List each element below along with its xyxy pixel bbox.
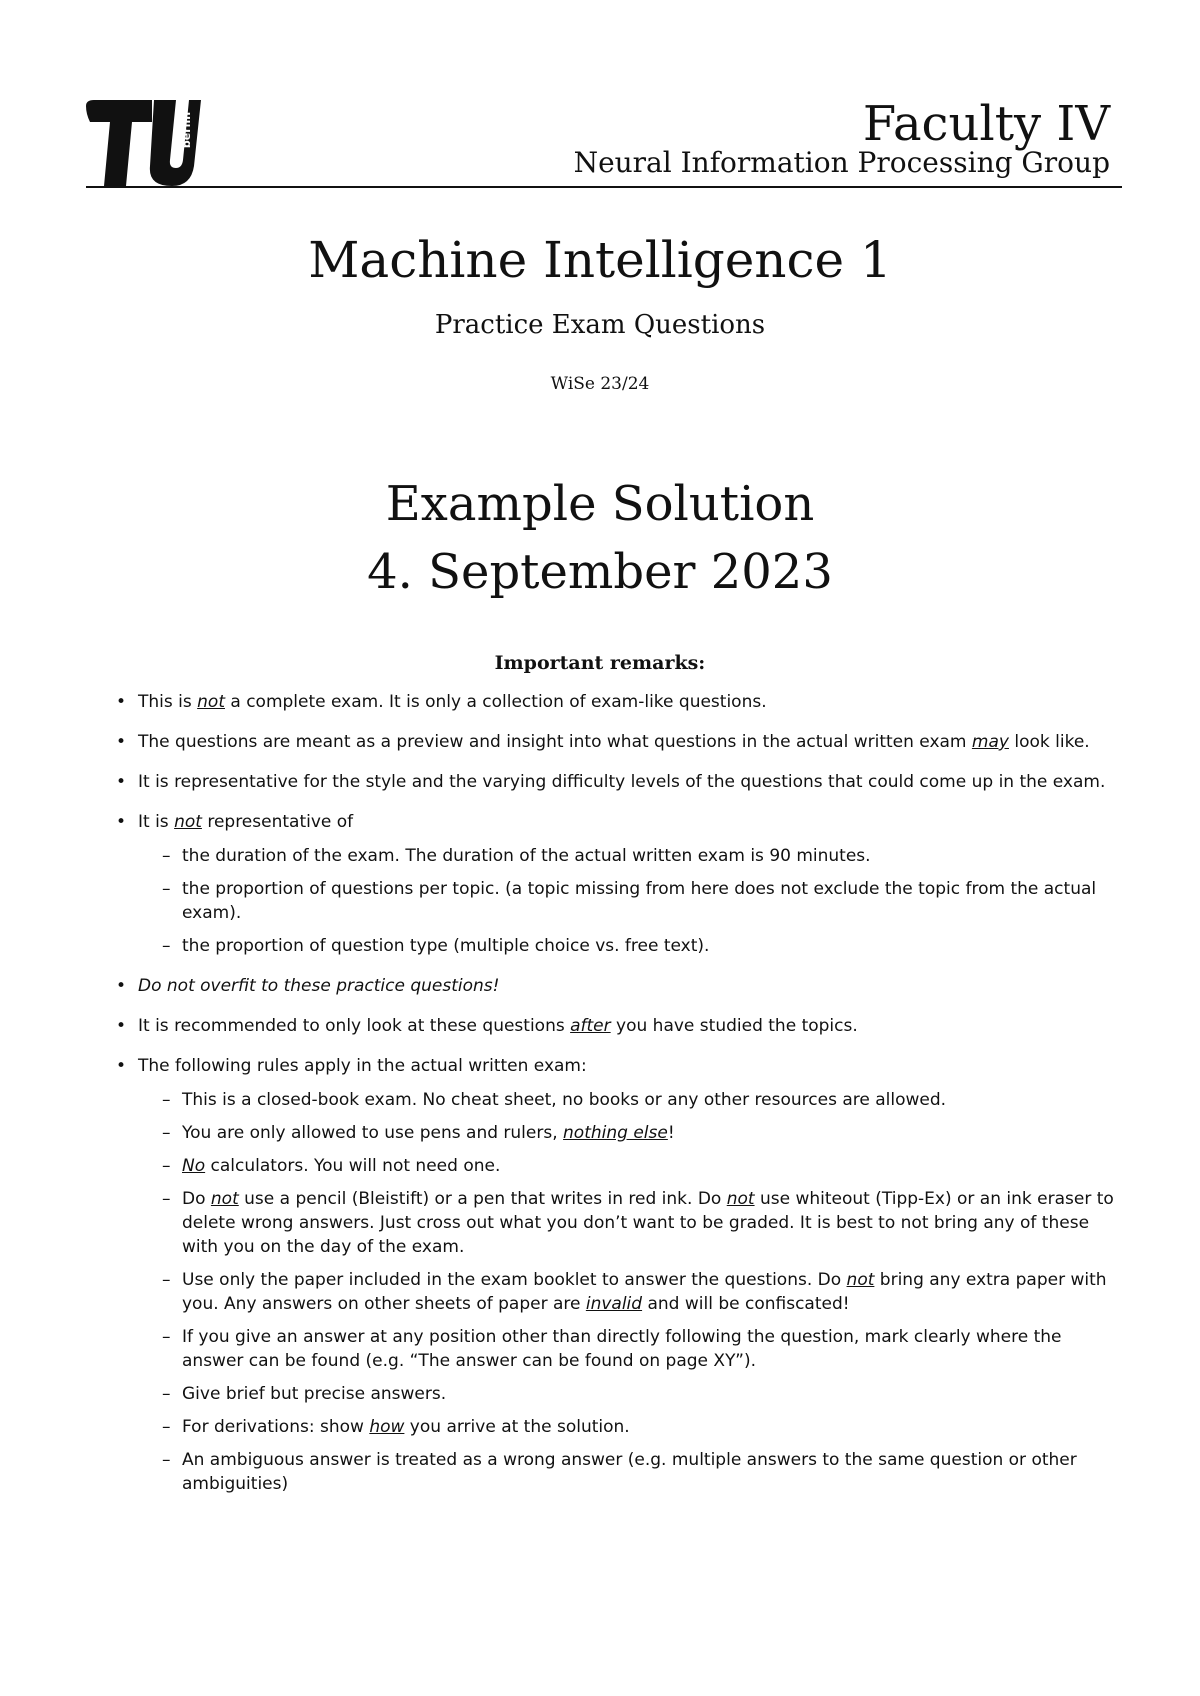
rule-item: – If you give an answer at any position other than directly following the question, mark clearly where the answer can be found (e.g. “The answer can be found on page XY”). <box>138 1325 1124 1373</box>
tu-berlin-logo <box>86 100 201 186</box>
emphasis: not <box>210 1189 239 1209</box>
sub-item: – the proportion of question type (multiple choice vs. free text). <box>138 934 1124 958</box>
rule-item: – Use only the paper included in the exam booklet to answer the questions. Do not bring any extra paper with you. Any answers on other sheets of paper are invalid and will be confiscated! <box>138 1268 1124 1316</box>
remark-item: • It is representative for the style and the varying difficulty levels of the questions that could come up in the exam. <box>114 770 1124 794</box>
remark-item: • This is not a complete exam. It is only a collection of exam-like questions. <box>114 690 1124 714</box>
emphasis: invalid <box>585 1294 643 1314</box>
document-date: 4. September 2023 <box>367 544 833 600</box>
group-name: Neural Information Processing Group <box>573 146 1110 179</box>
rule-item: – Give brief but precise answers. <box>138 1382 1124 1406</box>
remarks-heading: Important remarks: <box>494 652 706 674</box>
remark-item: • The questions are meant as a preview and insight into what questions in the actual written exam may look like. <box>114 730 1124 754</box>
remark-item: • Do not overfit to these practice questions! <box>114 974 1124 998</box>
semester: WiSe 23/24 <box>550 374 650 394</box>
sub-list <box>138 844 1124 958</box>
emphasis: not <box>174 812 202 832</box>
emphasis: how <box>369 1417 405 1437</box>
emphasis: nothing else <box>563 1123 668 1143</box>
rule-item: – Do not use a pencil (Bleistift) or a pen that writes in red ink. Do not use whiteout (Tipp-Ex) or an ink eraser to delete wrong answers. Just cross out what you don’t want to be graded. It is best to not bring any of these with you on the day of the exam. <box>138 1187 1124 1259</box>
rule-item: – No calculators. You will not need one. <box>138 1154 1124 1178</box>
rules-list <box>138 1088 1124 1496</box>
course-title: Machine Intelligence 1 <box>308 231 892 289</box>
emphasis: not <box>726 1189 755 1209</box>
document-subtitle: Practice Exam Questions <box>434 310 766 340</box>
remark-item: • It is not representative of – the duration of the exam. The duration of the actual written exam is 90 minutes. – the proportion of questions per topic. (a topic missing from here does not exclude the topic from the actual exam). – the proportion of question type (multiple choice vs. free text). <box>114 810 1124 958</box>
emphasis: after <box>570 1016 611 1036</box>
rule-item: – This is a closed-book exam. No cheat sheet, no books or any other resources are allowed. <box>138 1088 1124 1112</box>
solution-heading: Example Solution <box>385 476 815 532</box>
sub-item: – the proportion of questions per topic. (a topic missing from here does not exclude the topic from the actual exam). <box>138 877 1124 925</box>
emphasis: No <box>182 1156 206 1176</box>
remark-item: • It is recommended to only look at these questions after you have studied the topics. <box>114 1014 1124 1038</box>
svg-text:berlin: berlin <box>180 111 193 149</box>
rule-item: – For derivations: show how you arrive at the solution. <box>138 1415 1124 1439</box>
sub-item: – the duration of the exam. The duration of the actual written exam is 90 minutes. <box>138 844 1124 868</box>
emphasis: not <box>197 692 225 712</box>
faculty-name: Faculty IV <box>862 96 1110 152</box>
remarks-list <box>114 690 1124 1512</box>
emphasis: may <box>971 732 1009 752</box>
rule-item: – You are only allowed to use pens and rulers, nothing else! <box>138 1121 1124 1145</box>
emphasis: not <box>846 1270 875 1290</box>
remark-item: • The following rules apply in the actual written exam: – This is a closed-book exam. No cheat sheet, no books or any other resources are allowed. – You are only allowed to use pens and rulers, nothing else! – No calculators. You will not need one. – Do not use a pencil (Bleistift) or a pen that writes in red ink. Do not use whiteout (Tipp-Ex) or an ink eraser to delete wrong answers. Just cross out what you don’t want to be graded. It is best to not bring any of these with you on the day of the exam. – Use only the paper included in the exam booklet to answer the questions. Do not bring any extra paper with you. Any answers on other sheets of paper are invalid and will be confiscated! – If you give an answer at any position other than directly following the question, mark clearly where the answer can be found (e.g. “The answer can be found on page XY”). – Give brief but precise answers. – For derivations: show how you arrive at the solution. – An ambiguous answer is treated as a wrong answer (e.g. multiple answers to the same question or other ambiguities) <box>114 1054 1124 1496</box>
header-rule <box>86 186 1122 188</box>
rule-item: – An ambiguous answer is treated as a wrong answer (e.g. multiple answers to the same question or other ambiguities) <box>138 1448 1124 1496</box>
